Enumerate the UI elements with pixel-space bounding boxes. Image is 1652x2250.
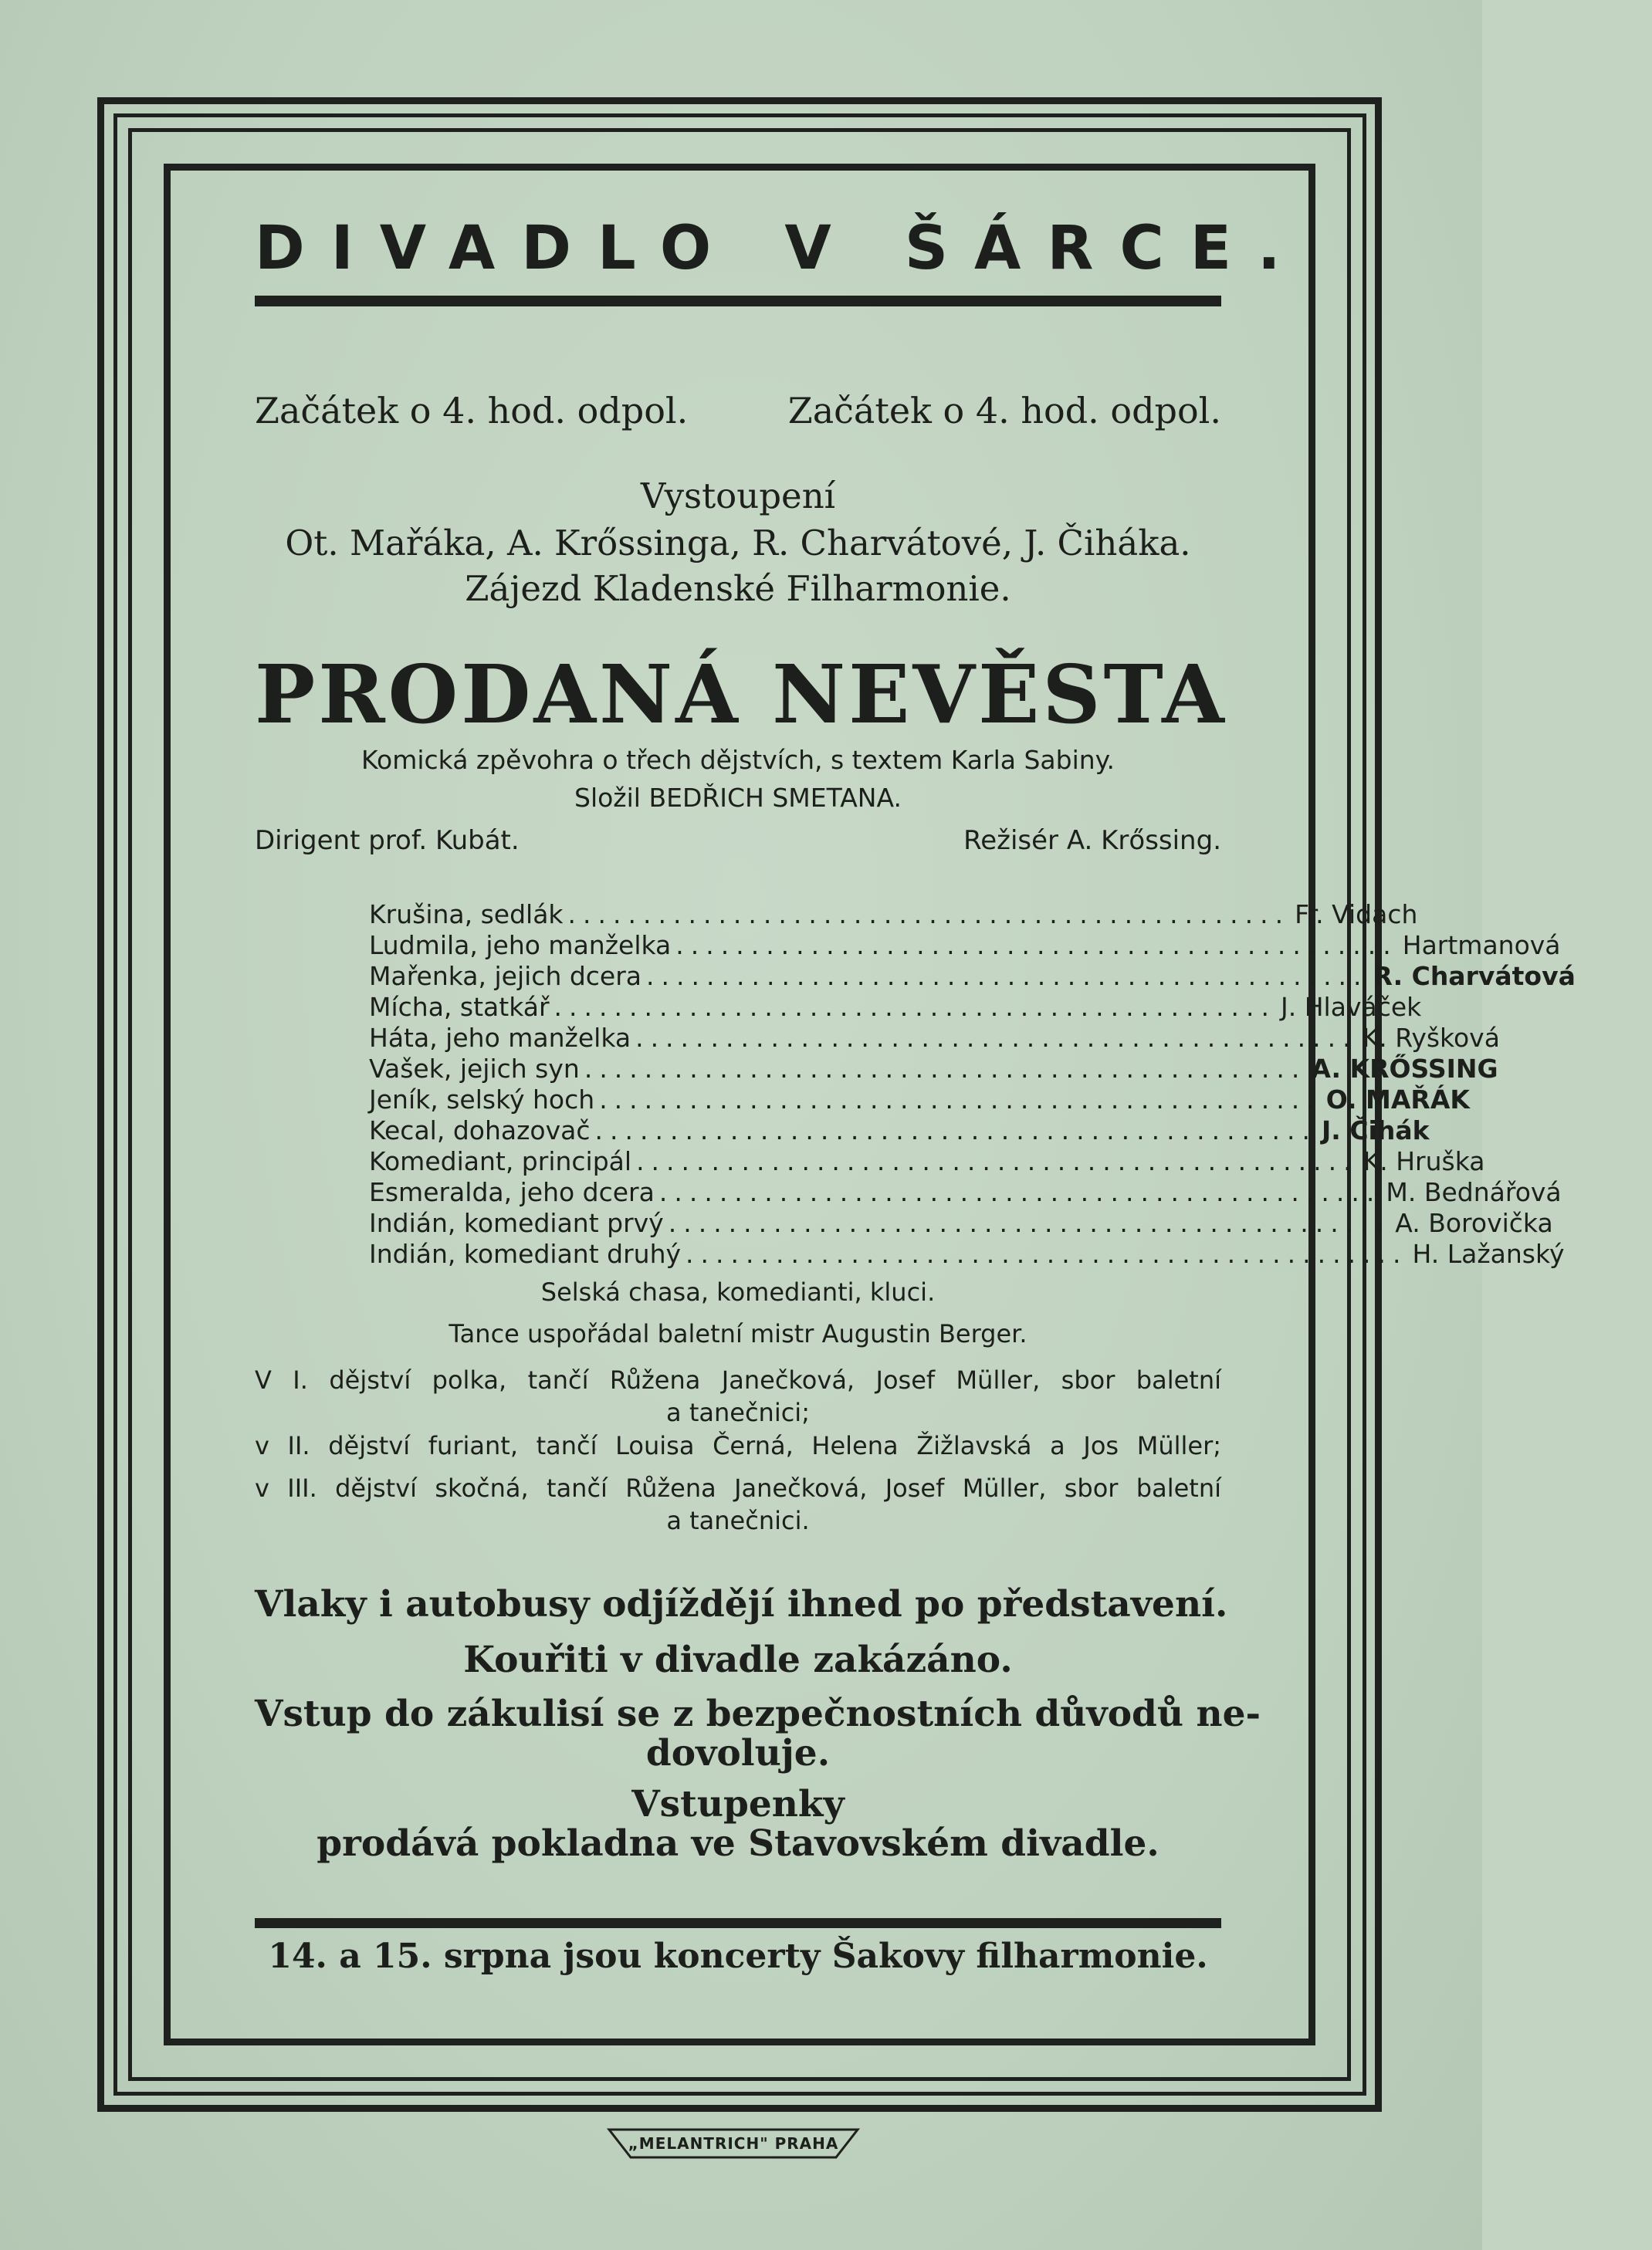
title-underline	[255, 296, 1221, 306]
cast-actor: J. Čihák	[1322, 1115, 1430, 1145]
leader-dots: ................................................	[567, 899, 1291, 929]
cast-actor: K. Hruška	[1363, 1146, 1485, 1176]
performers-line: Ot. Mařáka, A. Krőssinga, R. Charvátové, J. Čiháka.	[285, 523, 1191, 563]
cast-row	[369, 1239, 1565, 1270]
cast-row	[369, 1115, 1430, 1146]
cast-role: Háta, jeho manželka	[369, 1023, 631, 1053]
leader-dots: ................................................	[599, 1084, 1322, 1115]
cast-row	[369, 930, 1561, 961]
cast-actor: Hartmanová	[1402, 930, 1561, 960]
cast-row	[369, 899, 1418, 930]
cast-row	[369, 961, 1576, 992]
cast-row	[369, 1177, 1562, 1208]
ballet-master-line: Tance uspořádal baletní mistr Augustin Berger.	[449, 1319, 1027, 1348]
chorus-line: Selská chasa, komedianti, kluci.	[540, 1277, 936, 1307]
cast-role: Kecal, dohazovač	[369, 1115, 591, 1145]
cast-role: Esmeralda, jeho dcera	[369, 1177, 655, 1207]
cast-actor: K. Ryšková	[1362, 1023, 1500, 1053]
cast-role: Komediant, principál	[369, 1146, 632, 1176]
leader-dots: ................................................	[675, 930, 1398, 960]
start-time-right: Začátek o 4. hod. odpol.	[787, 390, 1221, 431]
cast-actor: Fr. Vidach	[1295, 899, 1418, 929]
leader-dots: ................................................	[636, 1146, 1359, 1176]
cast-actor: A. KRŐSSING	[1311, 1054, 1498, 1084]
cast-role: Mařenka, jejich dcera	[369, 961, 642, 991]
cast-actor: O. MAŘÁK	[1325, 1084, 1470, 1115]
leader-dots: ................................................	[668, 1208, 1391, 1238]
cast-row	[369, 992, 1422, 1023]
dances-act3: v III. dějství skočná, tančí Růžena Janečková, Josef Müller, sbor baletní	[255, 1473, 1221, 1503]
cast-row	[369, 1054, 1498, 1084]
cast-role: Krušina, sedlák	[369, 899, 564, 929]
leader-dots: ................................................	[635, 1023, 1358, 1053]
tickets-heading: Vstupenky	[631, 1783, 845, 1825]
cast-role: Mícha, statkář	[369, 992, 550, 1022]
concert-notice: 14. a 15. srpna jsou koncerty Šakovy filharmonie.	[268, 1937, 1208, 1976]
tour-line: Zájezd Kladenské Filharmonie.	[465, 568, 1011, 609]
opera-subtitle: Komická zpěvohra o třech dějstvích, s textem Karla Sabiny.	[361, 745, 1115, 775]
cast-row	[369, 1146, 1485, 1177]
performance-heading: Vystoupení	[640, 475, 836, 516]
trains-notice: Vlaky i autobusy odjíždějí ihned po představení.	[255, 1583, 1228, 1626]
dances-act2: v II. dějství furiant, tančí Louisa Černá, Helena Žižlavská a Jos Müller;	[255, 1431, 1221, 1460]
leader-dots: ................................................	[553, 992, 1277, 1022]
cast-actor: A. Borovička	[1395, 1208, 1553, 1238]
cast-row	[369, 1208, 1553, 1239]
cast-actor: H. Lažanský	[1412, 1239, 1565, 1269]
smoking-notice: Kouřiti v divadle zakázáno.	[463, 1639, 1013, 1681]
tickets-line: prodává pokladna ve Stavovském divadle.	[317, 1822, 1159, 1865]
backstage-notice-cont: dovoluje.	[645, 1732, 831, 1775]
cast-row	[369, 1023, 1500, 1054]
dances-act1: V I. dějství polka, tančí Růžena Janečková, Josef Müller, sbor baletní	[255, 1365, 1221, 1395]
cast-list	[369, 899, 1576, 1270]
cast-actor: M. Bednářová	[1386, 1177, 1562, 1207]
printer-mark	[606, 2127, 861, 2162]
leader-dots: ................................................	[646, 961, 1369, 991]
leader-dots: ................................................	[584, 1054, 1307, 1084]
theatre-title: DIVADLO V ŠÁRCE.	[255, 214, 1307, 283]
cast-actor: R. Charvátová	[1373, 961, 1576, 991]
composer-line: Složil BEDŘICH SMETANA.	[574, 783, 902, 813]
leader-dots: ................................................	[594, 1115, 1318, 1145]
leader-dots: ................................................	[658, 1177, 1382, 1207]
cast-role: Ludmila, jeho manželka	[369, 930, 672, 960]
cast-actor: J. Hlaváček	[1281, 992, 1422, 1022]
cast-row	[369, 1084, 1470, 1115]
cast-role: Indián, komediant prvý	[369, 1208, 664, 1238]
cast-role: Vašek, jejich syn	[369, 1054, 580, 1084]
director: Režisér A. Krőssing.	[963, 825, 1221, 856]
dances-act1-cont: a tanečnici;	[666, 1398, 810, 1427]
opera-title: PRODANÁ NEVĚSTA	[255, 647, 1227, 742]
footer-rule	[255, 1918, 1221, 1928]
cast-role: Jeník, selský hoch	[369, 1084, 595, 1115]
backstage-notice: Vstup do zákulisí se z bezpečnostních důvodů ne-	[255, 1693, 1261, 1735]
leader-dots: ................................................	[686, 1239, 1408, 1269]
cast-role: Indián, komediant druhý	[369, 1239, 682, 1269]
start-time-left: Začátek o 4. hod. odpol.	[255, 390, 689, 431]
conductor: Dirigent prof. Kubát.	[255, 825, 520, 856]
printer-mark-text: „MELANTRICH" PRAHA	[628, 2134, 839, 2153]
dances-act3-cont: a tanečnici.	[666, 1506, 810, 1535]
